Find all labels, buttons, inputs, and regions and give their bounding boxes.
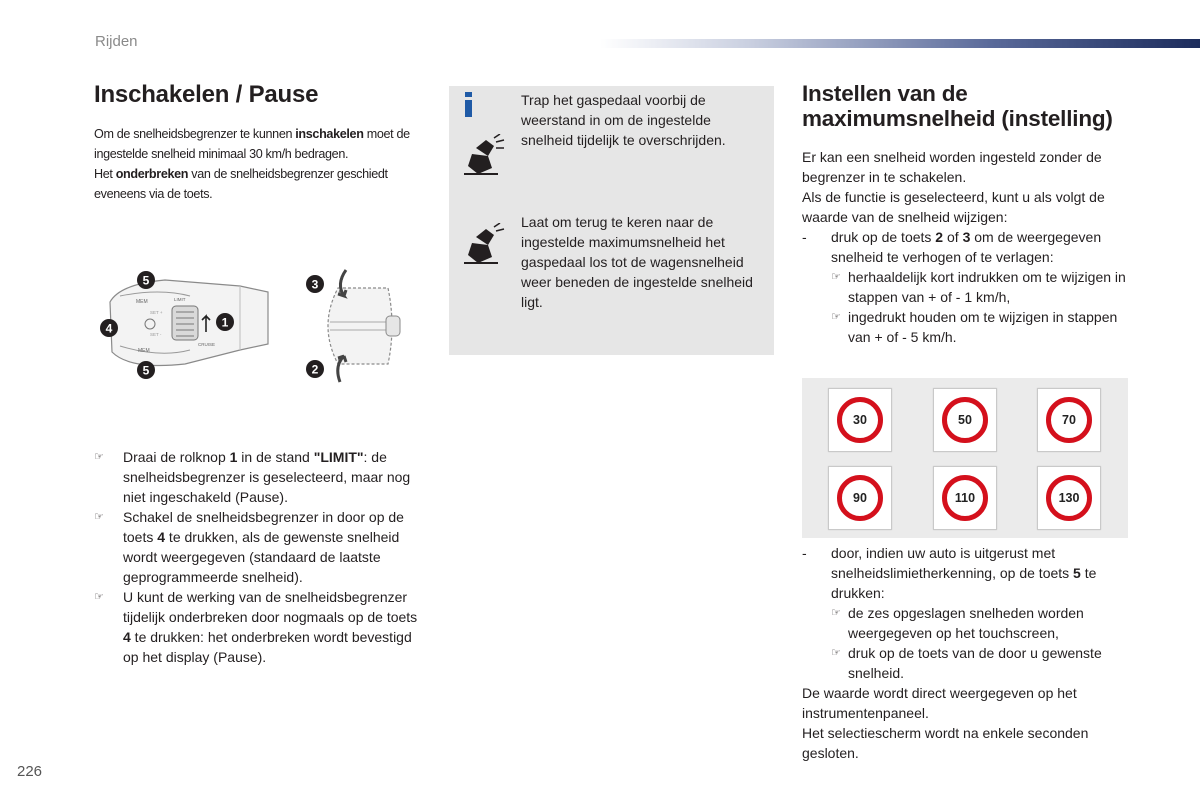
pointing-hand-icon: ☞ — [94, 511, 104, 523]
intro-text — [94, 124, 434, 204]
intro-paragraph: Het onderbreken van de snelheidsbegrenzer geschiedt eveneens via de toets. — [94, 167, 388, 201]
speed-recognition-text — [802, 543, 1132, 763]
list-item: ☞ Draai de rolknop 1 in de stand "LIMIT": de snelheidsbegrenzer is geselecteerd, maar nog niet ingeschakeld (Pause). — [94, 449, 411, 505]
speed-limiter-stalk-illustration — [90, 266, 270, 386]
stalk-label-set-plus: SET + — [150, 310, 163, 315]
speed-sign-card — [1037, 466, 1101, 530]
callout-5-top: 5 — [142, 273, 150, 288]
speed-sign-card — [933, 388, 997, 452]
speed-sign-card — [1037, 388, 1101, 452]
stalk-label-cruise: CRUISE — [198, 342, 216, 347]
callout-4: 4 — [105, 321, 113, 336]
pointing-hand-icon: ☞ — [831, 647, 841, 659]
speed-limit-sign: 50 — [942, 397, 988, 443]
pointing-hand-icon: ☞ — [94, 591, 104, 603]
sub-list-item: ☞ herhaaldelijk kort indrukken om te wijzigen in stappen van + of - 1 km/h, — [831, 269, 1126, 305]
sub-list-item: ☞ de zes opgeslagen snelheden worden weergegeven op het touchscreen, — [831, 605, 1084, 641]
dash-glyph: - — [802, 229, 807, 245]
speed-sign-card — [933, 466, 997, 530]
list-item: - druk op de toets 2 of 3 om de weergegeven snelheid te verhogen of te verlagen: — [802, 229, 1102, 265]
stalk-side-view-illustration — [300, 266, 410, 386]
pointing-hand-icon: ☞ — [831, 311, 841, 323]
list-item: - door, indien uw auto is uitgerust met snelheidslimietherkenning, op de toets 5 te drukken: — [802, 545, 1097, 601]
speed-sign-card — [828, 466, 892, 530]
callout-1: 1 — [221, 315, 229, 330]
info-paragraph-return: Laat om terug te keren naar de ingestelde maximumsnelheid het gaspedaal los tot de wagensnelheid weer beneden de ingestelde snelheid ligt. — [521, 214, 753, 310]
list-item: ☞ Schakel de snelheidsbegrenzer in door op de toets 4 te drukken, als de gewenste snelheid wordt weergegeven (standaard de laatste geprogrammeerde snelheid). — [94, 509, 404, 585]
speed-limit-sign: 110 — [942, 475, 988, 521]
set-speed-text — [802, 147, 1132, 347]
section-title-enable-pause: Inschakelen / Pause — [94, 81, 319, 108]
speed-limit-sign: 90 — [837, 475, 883, 521]
page-number: 226 — [17, 763, 43, 780]
pointing-hand-icon: ☞ — [831, 607, 841, 619]
speed-limit-sign: 30 — [837, 397, 883, 443]
speed-signs-panel — [802, 378, 1128, 538]
accelerator-pedal-release-icon — [458, 223, 508, 269]
stalk-label-limit: LIMIT — [174, 297, 186, 302]
speed-limit-sign: 130 — [1046, 475, 1092, 521]
paragraph: Er kan een snelheid worden ingesteld zonder de begrenzer in te schakelen. — [802, 149, 1102, 185]
callout-2: 2 — [311, 362, 319, 377]
paragraph: De waarde wordt direct weergegeven op het instrumentenpaneel. — [802, 685, 1077, 721]
callout-3: 3 — [311, 277, 319, 292]
info-paragraph-overrun: Trap het gaspedaal voorbij de weerstand in om de ingestelde snelheid tijdelijk te overschrijden. — [521, 92, 726, 148]
accelerator-pedal-press-icon — [458, 134, 508, 180]
sub-list-item: ☞ druk op de toets van de door u gewenste snelheid. — [831, 645, 1102, 681]
speed-limit-sign: 70 — [1046, 397, 1092, 443]
info-icon — [462, 90, 476, 120]
enable-steps-list — [94, 447, 424, 667]
list-item: ☞ U kunt de werking van de snelheidsbegrenzer tijdelijk onderbreken door nogmaals op de toets 4 te drukken: het onderbreken wordt bevestigd op het display (Pause). — [94, 589, 418, 665]
intro-paragraph: Om de snelheidsbegrenzer te kunnen inschakelen moet de ingestelde snelheid minimaal 30 km/h bedragen. — [94, 127, 410, 161]
section-title-set-max-speed: Instellen van de maximumsnelheid (instelling) — [802, 81, 1113, 131]
section-label: Rijden — [95, 33, 138, 50]
dash-glyph: - — [802, 545, 807, 561]
pointing-hand-icon: ☞ — [831, 271, 841, 283]
stalk-label-mem-bottom: MEM — [138, 348, 150, 354]
header-gradient-bar — [600, 39, 1200, 48]
sub-list-item: ☞ ingedrukt houden om te wijzigen in stappen van + of - 5 km/h. — [831, 309, 1118, 345]
speed-sign-card — [828, 388, 892, 452]
paragraph: Als de functie is geselecteerd, kunt u als volgt de waarde van de snelheid wijzigen: — [802, 189, 1105, 225]
stalk-label-set-minus: SET - — [150, 332, 162, 337]
pointing-hand-icon: ☞ — [94, 451, 104, 463]
callout-5-bottom: 5 — [142, 363, 150, 378]
stalk-label-mem-top: MEM — [136, 299, 148, 305]
paragraph: Het selectiescherm wordt na enkele seconden gesloten. — [802, 725, 1089, 761]
